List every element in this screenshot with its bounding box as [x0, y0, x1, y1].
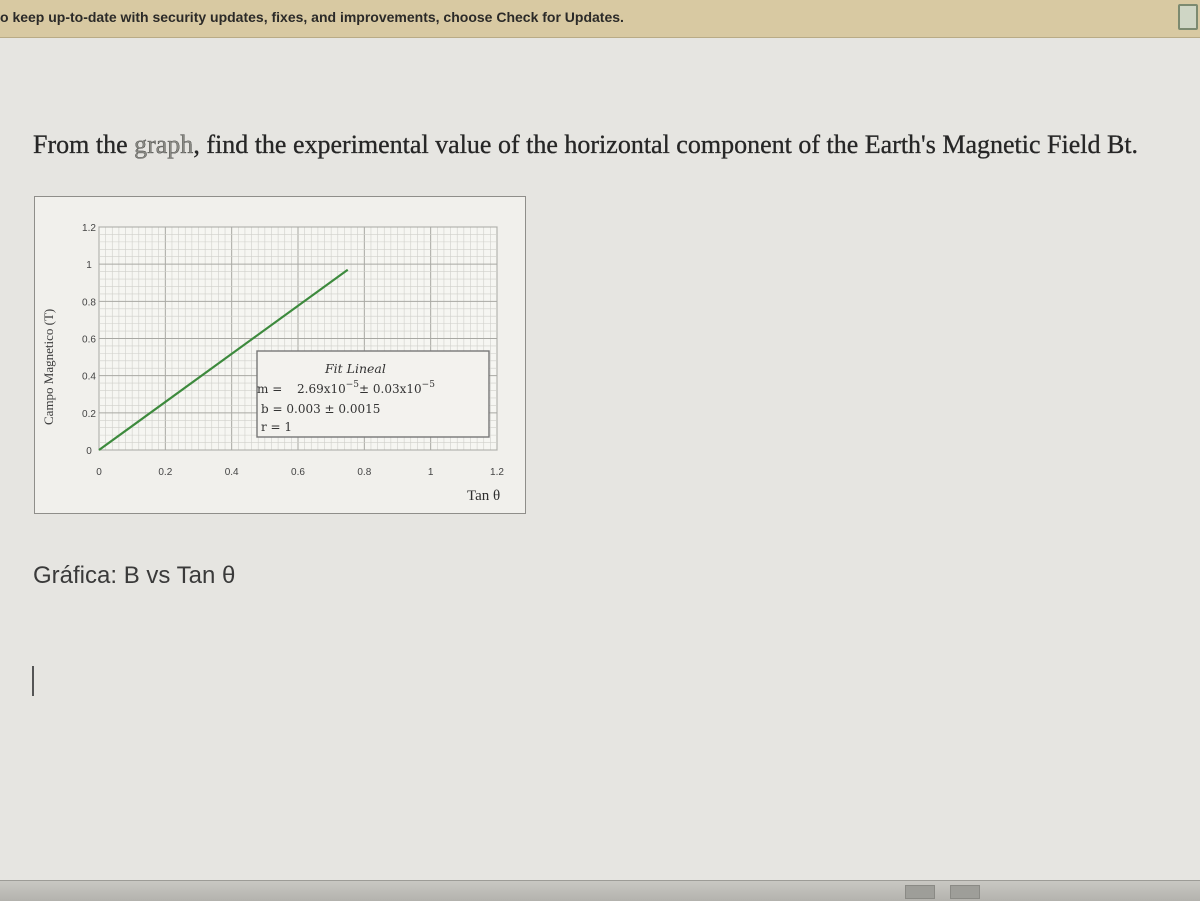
x-tick-label: 1: [427, 467, 434, 478]
fit-legend-box: [257, 351, 489, 437]
fit-m-label: m =: [257, 382, 283, 396]
bottom-status-bar: [0, 880, 1200, 901]
fit-title: Fit Lineal: [325, 361, 386, 376]
question-text: [33, 130, 1173, 160]
fit-m-pm-exp: −5: [421, 380, 435, 390]
fit-m-exp: −5: [345, 380, 360, 390]
graph-image: [34, 196, 526, 514]
update-notification-bar: [0, 0, 1200, 38]
y-tick-label: 0.8: [82, 297, 96, 309]
y-tick-label: 0.4: [82, 371, 96, 383]
x-tick-label: 0: [96, 467, 102, 478]
status-icon-1[interactable]: [905, 885, 935, 899]
x-axis-label: Tan θ: [467, 488, 501, 504]
fit-m-pm: ± 0.03x10: [359, 382, 422, 396]
fit-r-line: r = 1: [261, 420, 293, 434]
y-tick-label: 0: [86, 446, 92, 457]
graph-link[interactable]: graph: [134, 130, 194, 159]
x-tick-label: 0.8: [357, 467, 372, 478]
fit-m-value: 2.69x10: [297, 382, 346, 396]
question-part1: From the: [33, 130, 135, 159]
y-tick-label: 1.2: [82, 223, 96, 234]
x-tick-label: 0.2: [158, 467, 173, 478]
update-message: o keep up-to-date with security updates, fixes, and improvements, choose Check for Updates.: [0, 9, 624, 25]
y-axis-label: Campo Magnetico (T): [41, 308, 56, 425]
y-tick-label: 0.2: [82, 408, 96, 420]
graph-caption: Gráfica: B vs Tan θ: [33, 562, 236, 589]
x-tick-label: 0.4: [224, 467, 239, 478]
x-tick-label: 0.6: [291, 467, 305, 478]
x-tick-label: 1.2: [490, 467, 504, 478]
text-cursor: [32, 666, 34, 696]
update-checkbox[interactable]: [1178, 4, 1198, 30]
y-tick-label: 0.6: [82, 334, 96, 346]
question-part2: , find the experimental value of the horizontal component of the Earth's Magnetic Field Bt.: [193, 130, 1139, 159]
b-vs-tan-chart: [35, 197, 527, 515]
fit-intercept-line: b = 0.003 ± 0.0015: [261, 402, 381, 416]
status-icon-2[interactable]: [950, 885, 980, 899]
y-tick-label: 1: [86, 260, 92, 272]
